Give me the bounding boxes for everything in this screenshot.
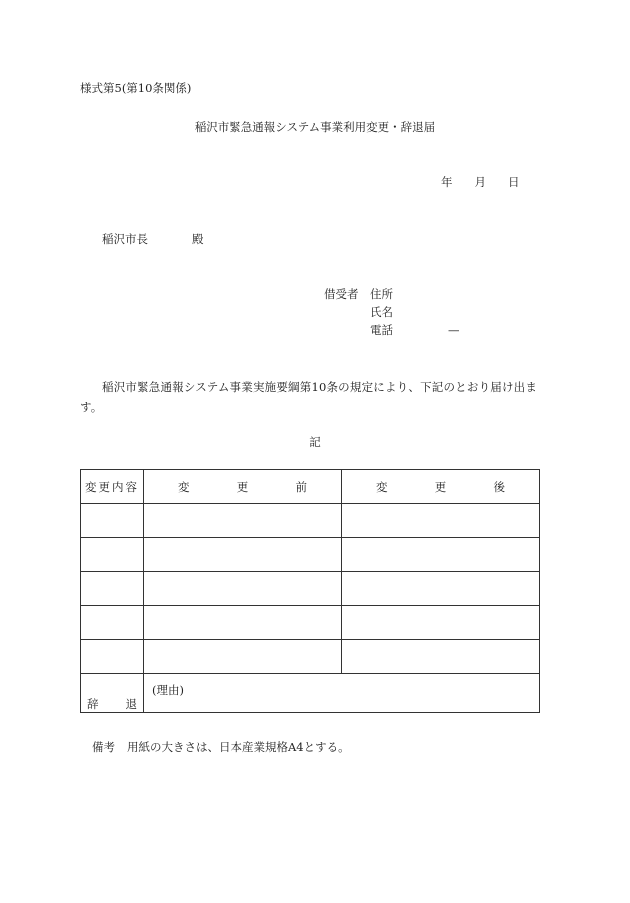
row-content-cell[interactable] [81, 640, 144, 674]
remarks-label: 備考 [92, 740, 115, 754]
withdraw-label-cell [81, 674, 144, 713]
date-line [441, 174, 520, 190]
table-row [81, 572, 540, 606]
row-before-cell[interactable] [144, 538, 342, 572]
form-number: 様式第5(第10条関係) [80, 81, 192, 95]
address-label: 住所 [370, 287, 393, 301]
header-change-content: 変更内容 [81, 470, 144, 504]
table-row [81, 504, 540, 538]
date-year-label: 年 [441, 175, 453, 189]
body-text: 稲沢市緊急通報システム事業実施要綱第10条の規定により、下記のとおり届け出ます。 [80, 380, 538, 414]
withdraw-reason-cell[interactable] [144, 674, 540, 713]
withdraw-label-char: 退 [125, 697, 137, 711]
applicant-block [324, 285, 460, 339]
addressee [102, 231, 204, 247]
header-before: 変 更 前 [144, 470, 342, 504]
reason-label: (理由) [152, 683, 184, 697]
table-row [81, 606, 540, 640]
row-after-cell[interactable] [342, 504, 540, 538]
phone-separator: — [448, 323, 460, 337]
row-before-cell[interactable] [144, 572, 342, 606]
addressee-honorific: 殿 [192, 232, 204, 246]
row-before-cell[interactable] [144, 504, 342, 538]
row-after-cell[interactable] [342, 606, 540, 640]
row-content-cell[interactable] [81, 504, 144, 538]
table-row [81, 538, 540, 572]
row-after-cell[interactable] [342, 538, 540, 572]
row-content-cell[interactable] [81, 538, 144, 572]
date-day-label: 日 [508, 175, 520, 189]
row-after-cell[interactable] [342, 640, 540, 674]
applicant-role: 借受者 [324, 287, 359, 301]
document-title: 稲沢市緊急通報システム事業利用変更・辞退届 [194, 120, 436, 134]
ki-heading: 記 [309, 435, 321, 449]
remarks [92, 739, 350, 755]
row-before-cell[interactable] [144, 640, 342, 674]
withdraw-label-char: 辞 [87, 697, 99, 711]
remarks-text: 用紙の大きさは、日本産業規格A4とする。 [127, 740, 350, 754]
phone-label: 電話 [370, 323, 393, 337]
row-after-cell[interactable] [342, 572, 540, 606]
row-before-cell[interactable] [144, 606, 342, 640]
table-row [81, 640, 540, 674]
change-table [80, 469, 540, 713]
table-header-row [81, 470, 540, 504]
header-after: 変 更 後 [342, 470, 540, 504]
addressee-name: 稲沢市長 [102, 232, 148, 246]
withdraw-row [81, 674, 540, 713]
row-content-cell[interactable] [81, 606, 144, 640]
name-label: 氏名 [370, 305, 393, 319]
row-content-cell[interactable] [81, 572, 144, 606]
date-month-label: 月 [474, 175, 486, 189]
